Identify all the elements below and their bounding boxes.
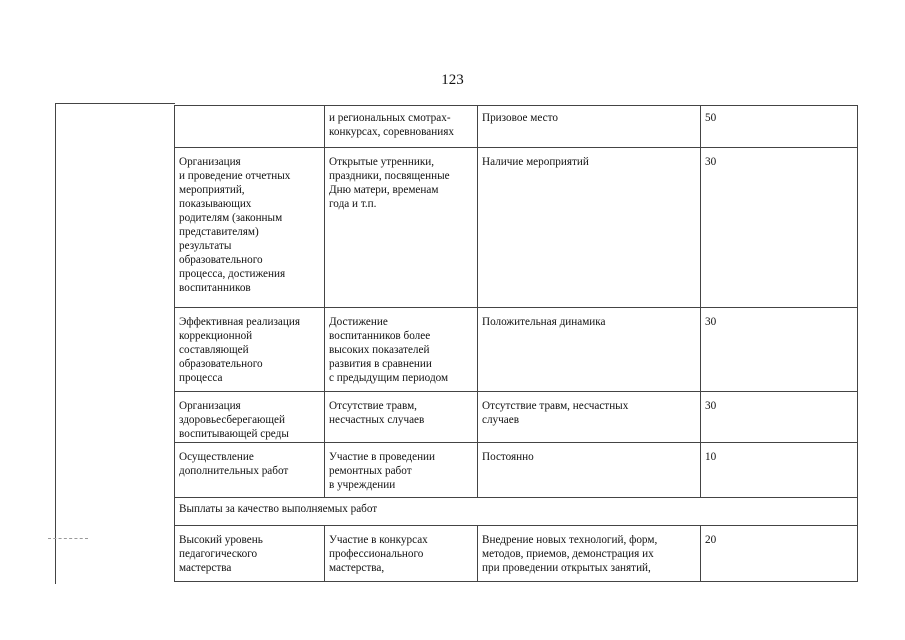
section-header-row (175, 498, 858, 526)
indicator-cell: Достижение воспитанников более высоких показателей развития в сравнении с предыдущим периодом (325, 308, 478, 392)
amount-cell: 30 (701, 308, 858, 392)
table-row (175, 106, 858, 148)
indicator-cell: Открытые утренники, праздники, посвященные Дню матери, временам года и т.п. (325, 148, 478, 308)
criterion-cell: Осуществление дополнительных работ (175, 443, 325, 498)
table-row (175, 443, 858, 498)
condition-cell: Призовое место (478, 106, 701, 148)
amount-cell: 20 (701, 526, 858, 582)
table-row (175, 308, 858, 392)
criterion-cell: Организация и проведение отчетных мероприятий, показывающих родителям (законным представителям) результаты образовательного процесса, достижения воспитанников (175, 148, 325, 308)
amount-cell: 10 (701, 443, 858, 498)
indicator-cell: Участие в проведении ремонтных работ в учреждении (325, 443, 478, 498)
condition-cell: Положительная динамика (478, 308, 701, 392)
condition-cell: Отсутствие травм, несчастных случаев (478, 392, 701, 443)
outer-left-column (55, 103, 175, 584)
indicator-cell: Отсутствие травм, несчастных случаев (325, 392, 478, 443)
condition-cell: Постоянно (478, 443, 701, 498)
page-number: 123 (441, 72, 464, 88)
indicator-cell: Участие в конкурсах профессионального мастерства, (325, 526, 478, 582)
table-row (175, 392, 858, 443)
criterion-cell: Эффективная реализация коррекционной составляющей образовательного процесса (175, 308, 325, 392)
criterion-cell (175, 106, 325, 148)
indicator-cell: и региональных смотрах- конкурсах, соревнованиях (325, 106, 478, 148)
criterion-cell: Организация здоровьесберегающей воспитывающей среды (175, 392, 325, 443)
condition-cell: Внедрение новых технологий, форм, методов, приемов, демонстрация их при проведении открытых занятий, (478, 526, 701, 582)
margin-mark (48, 538, 88, 539)
amount-cell: 30 (701, 392, 858, 443)
table-row (175, 526, 858, 582)
condition-cell: Наличие мероприятий (478, 148, 701, 308)
criterion-cell: Высокий уровень педагогического мастерства (175, 526, 325, 582)
criteria-table (174, 105, 858, 582)
section-header: Выплаты за качество выполняемых работ (175, 498, 858, 526)
amount-cell: 50 (701, 106, 858, 148)
table-row (175, 148, 858, 308)
amount-cell: 30 (701, 148, 858, 308)
